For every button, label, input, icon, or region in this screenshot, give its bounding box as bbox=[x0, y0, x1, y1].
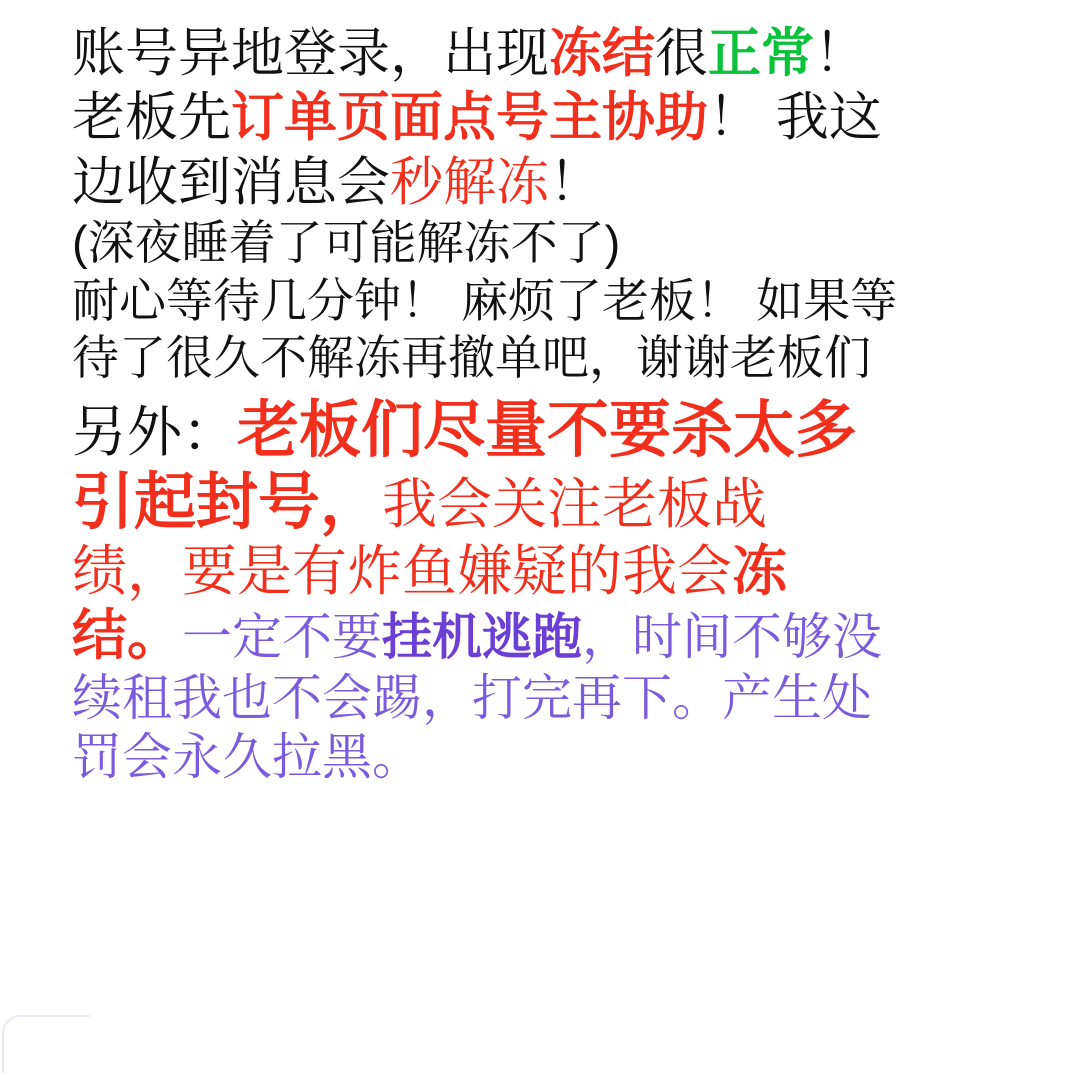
text-segment: ！ 我这 bbox=[708, 88, 882, 148]
paragraph-one-line-6: 待了很久不解冻再撤单吧，谢谢老板们 bbox=[72, 331, 871, 385]
text-segment: 另外： bbox=[72, 400, 238, 463]
paragraph-two-line-1 bbox=[72, 396, 1003, 465]
paragraph-one-line-4: (深夜睡着了可能解冻不了) bbox=[72, 216, 621, 270]
paragraph-two-line-5: 续租我也不会踢，打完再下。产生处 bbox=[72, 670, 872, 727]
text-segment: ，时间不够没 bbox=[582, 609, 883, 666]
paragraph-two-line-2 bbox=[72, 468, 1003, 537]
paragraph-two-line-3 bbox=[72, 541, 1003, 603]
text-segment: ！ bbox=[814, 24, 867, 83]
text-highlight-no-afk-escape: 挂机逃跑 bbox=[382, 609, 583, 666]
text-segment: ！ bbox=[549, 152, 602, 212]
text-highlight-dont-kill-too-many: 老板们尽量不要杀太多 bbox=[237, 395, 858, 465]
text-segment: 一定不要 bbox=[182, 609, 383, 666]
text-highlight-order-page: 订单页面点号主协助 bbox=[231, 88, 708, 148]
text-highlight-normal: 正常 bbox=[708, 24, 814, 83]
paragraph-one-line-5: 耐心等待几分钟！ 麻烦了老板！ 如果等 bbox=[72, 273, 898, 327]
paragraph-one-line-3 bbox=[72, 153, 1003, 212]
text-segment: 账号异地登录，出现 bbox=[72, 24, 549, 83]
rounded-corner-artifact bbox=[0, 1015, 92, 1075]
paragraph-one-line-2 bbox=[72, 88, 1003, 147]
paragraph-two bbox=[72, 396, 1003, 785]
paragraph-two-line-4 bbox=[72, 605, 1003, 667]
text-segment: 老板先 bbox=[72, 88, 231, 148]
text-highlight-instant-unfreeze: 秒解冻 bbox=[390, 152, 549, 212]
text-highlight-freeze: 冻 bbox=[732, 539, 788, 602]
text-segment: 绩，要是有炸鱼嫌疑的我会 bbox=[72, 539, 733, 602]
text-segment: 我会关注老板战 bbox=[382, 473, 768, 536]
paragraph-two-line-6: 罚会永久拉黑。 bbox=[72, 729, 422, 786]
text-highlight-frozen: 冻结 bbox=[549, 24, 655, 83]
paragraph-one-line-1 bbox=[72, 24, 1003, 83]
text-segment: 很 bbox=[655, 24, 708, 83]
paragraph-one bbox=[72, 24, 1003, 385]
text-highlight-ban-risk: 引起封号， bbox=[72, 468, 383, 538]
text-segment: 边收到消息会 bbox=[72, 152, 390, 212]
text-highlight-freeze-end: 结。 bbox=[72, 604, 183, 667]
